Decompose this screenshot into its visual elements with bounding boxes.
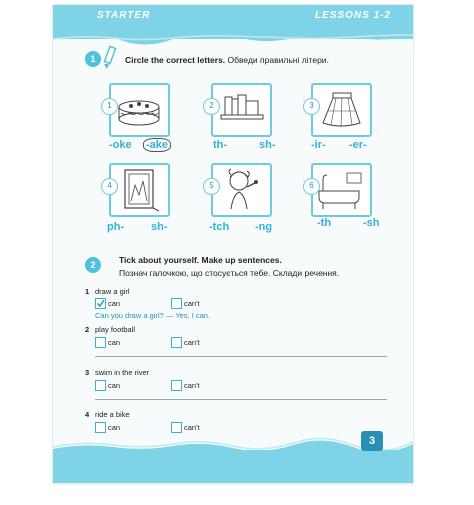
books-on-shelf-icon [213, 85, 270, 135]
item-number-3: 3 [303, 98, 320, 115]
question-3-cant-checkbox[interactable] [171, 380, 182, 391]
option-1b-circled[interactable]: -ake [143, 138, 171, 152]
skirt-icon [313, 85, 370, 135]
item-number-2: 2 [203, 98, 220, 115]
option-3a[interactable]: -ir- [311, 139, 326, 151]
question-2-cant-label: can't [184, 338, 200, 347]
option-6a[interactable]: -th [317, 217, 332, 229]
exercise-2-badge: 2 [85, 257, 101, 273]
pencil-icon [98, 45, 120, 71]
option-4b[interactable]: sh- [151, 221, 168, 233]
question-4-can-checkbox[interactable] [95, 422, 106, 433]
exercise-2-instruction-uk: Познач галочкою, що стосується тебе. Склади речення. [119, 268, 340, 278]
option-6b[interactable]: -sh [363, 217, 380, 229]
option-3b[interactable]: -er- [349, 139, 367, 151]
singing-girl-icon [213, 165, 270, 215]
exercise-2-instruction-en: Tick about yourself. Make up sentences. [119, 255, 282, 265]
question-1-can-label: can [108, 299, 121, 308]
picture-card-3 [311, 83, 372, 137]
header-wave [53, 27, 413, 47]
question-4-number: 4 [85, 410, 90, 419]
picture-card-6 [311, 163, 372, 217]
photo-frame-icon [111, 165, 168, 215]
page-number: 3 [361, 431, 383, 451]
question-4-cant-label: can't [184, 423, 200, 432]
question-1-cant-label: can't [184, 299, 200, 308]
exercise-1-instruction-en: Circle the correct letters. [125, 55, 226, 65]
question-1-cant-checkbox[interactable] [171, 298, 182, 309]
question-2-number: 2 [85, 325, 90, 334]
footer-band [53, 450, 413, 483]
exercise-1-badge: 1 [85, 51, 101, 67]
answer-line-3[interactable] [95, 399, 387, 400]
question-2-can-checkbox[interactable] [95, 337, 106, 348]
exercise-1-instruction [125, 55, 329, 65]
exercise-1-instruction-uk: Обведи правильні літери. [227, 55, 329, 65]
picture-card-1 [109, 83, 170, 137]
question-4-can-label: can [108, 423, 121, 432]
question-3-can-label: can [108, 381, 121, 390]
picture-card-4 [109, 163, 170, 217]
question-1-can-checkbox[interactable] [95, 298, 106, 309]
question-4-cant-checkbox[interactable] [171, 422, 182, 433]
workbook-page [52, 4, 414, 484]
question-2-can-label: can [108, 338, 121, 347]
cake-icon [111, 85, 168, 135]
bathroom-icon [313, 165, 370, 215]
question-3-number: 3 [85, 368, 90, 377]
item-number-5: 5 [203, 178, 220, 195]
picture-card-2 [211, 83, 272, 137]
option-5a[interactable]: -tch [209, 221, 230, 233]
header-lessons: LESSONS 1-2 [315, 10, 392, 21]
option-5b[interactable]: -ng [255, 221, 273, 233]
option-2b[interactable]: sh- [259, 139, 276, 151]
check-icon [96, 299, 105, 308]
header-title: STARTER [97, 10, 151, 21]
question-2-cant-checkbox[interactable] [171, 337, 182, 348]
answer-line-2[interactable] [95, 356, 387, 357]
question-3-cant-label: can't [184, 381, 200, 390]
item-number-1: 1 [101, 98, 118, 115]
question-1-number: 1 [85, 287, 90, 296]
question-1-text: draw a girl [95, 287, 130, 296]
item-number-4: 4 [101, 178, 118, 195]
option-2a[interactable]: th- [213, 139, 228, 151]
question-4-text: ride a bike [95, 410, 130, 419]
option-1a[interactable]: -oke [109, 139, 132, 151]
question-3-can-checkbox[interactable] [95, 380, 106, 391]
question-3-text: swim in the river [95, 368, 150, 377]
picture-card-5 [211, 163, 272, 217]
option-4a[interactable]: ph- [107, 221, 125, 233]
item-number-6: 6 [303, 178, 320, 195]
question-2-text: play football [95, 325, 136, 334]
question-1-example: Can you draw a girl? — Yes, I can. [95, 311, 211, 320]
